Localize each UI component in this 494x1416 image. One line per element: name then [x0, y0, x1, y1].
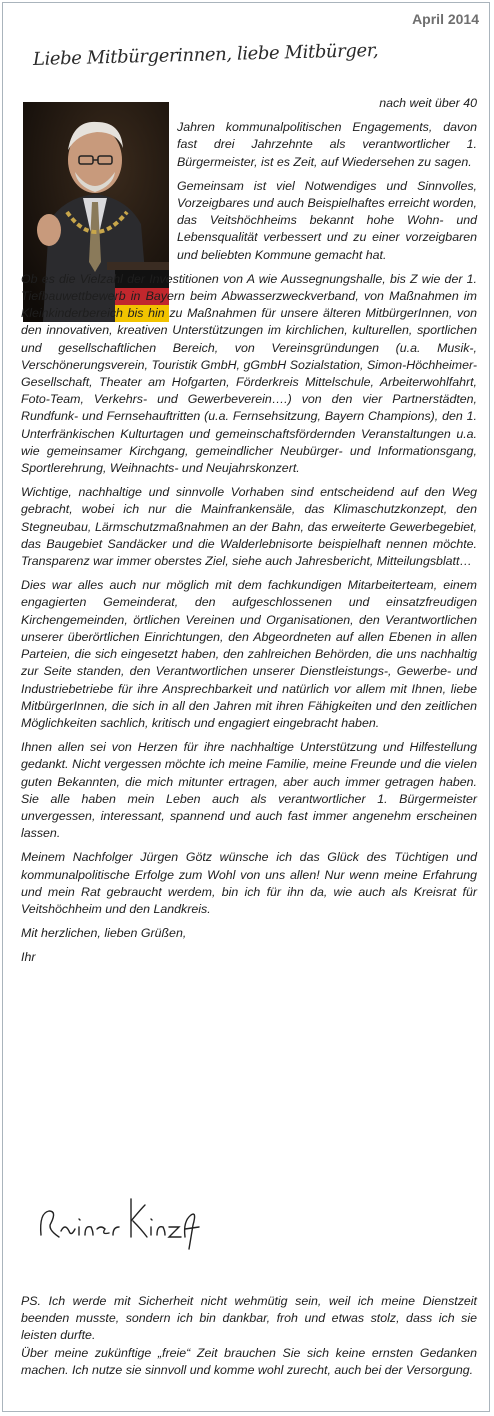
paragraph-6: Ihnen allen sei von Herzen für ihre nachhaltige Unterstützung und Hilfestellung gedankt. Nicht vergessen möchte ich meine Familie, meine Freunde und die vielen guten Bekannten, die mich mitunter ertragen, aber auch immer getragen haben. Sie alle haben mein Leben auch als verantwortlicher 1. Bürgermeister unvergessen, interessant, spannend und auch fast immer angenehm erscheinen lassen.: [21, 740, 477, 841]
closing-ihr: Ihr: [21, 950, 36, 965]
paragraph-2: Gemeinsam ist viel Notwendiges und Sinnvolles, Vorzeigbares und auch Beispielhaftes erreicht worden, das Veitshöchheims bekannt hohe Wohn- und Lebensqualität verbessert und zu einer vorzeigbaren und beliebten Kommune gemacht hat.: [177, 178, 477, 262]
postscript: [21, 1293, 477, 1379]
signature-scribble: [35, 1191, 205, 1251]
closing-line: Mit herzlichen, lieben Grüßen,: [21, 926, 187, 941]
paragraph-4: Wichtige, nachhaltige und sinnvolle Vorhaben sind entscheidend auf den Weg gebracht, wobei ich nur die Mainfrankensäle, das Klimaschutzkonzept, den Stegneubau, Lärmschutzmaßnahmen an der Bahn, das erweiterte Gewerbegebiet, das Baugebiet Sandäcker und die Walderlebnisorte beispielhaft nennen möchte. Transparenz war immer oberstes Ziel, siehe auch Jahresbericht, Mitteilungsblatt…: [21, 485, 477, 569]
ps-line-1: PS. Ich werde mit Sicherheit nicht wehmütig sein, weil ich meine Dienstzeit beenden musste, sondern ich bin dankbar, froh und etwas stolz, dass ich sie leisten durfte.: [21, 1294, 477, 1343]
intro-block: [177, 95, 477, 264]
paragraph-3: Ob es die Vielzahl der Investitionen von A wie Aussegnungshalle, bis Z wie der 1. Tiefbauwettbewerb in Bayern beim Abwasserzweckverband, von Maßnahmen im Kleinkinderbereich bis hin zu Maßnahmen für unsere älteren MitbürgerInnen, von den innovativen, kreativen Unterstützungen im kirchlichen, kulturellen, sportlichen und gesellschaftlichen Bereich, von Vereinsgründungen (u.a. Musik-, Verschönerungsverein, Touristik GmbH, gGmbH Sozialstation, Simon-Höchheimer-Gesellschaft, Theater am Hofgarten, Förderkreis Mittelschule, Arbeiterwohlfahrt, Foto-Team, Verkehrs- und Gewerbeverein….) von den vier Partnerstädten, Rundfunk- und Fernsehauftritten (u.a. Fernsehsitzung, Bayern Champions), den 1. Unterfränkischen Kulturtagen und gemeinschaftsfördernden Veranstaltungen u.a. wie gemeinsamer Kirchgang, gemeindlicher Neubürger- und Informationsgang, Sportlerehrung, Weihnachts- und Neujahrskonzert.: [21, 271, 477, 476]
intro-first-line: nach weit über 40: [379, 96, 477, 110]
signature: [35, 1191, 205, 1251]
intro-paragraph: Jahren kommunalpolitischen Engagements, davon fast drei Jahrzehnte als verantwortlicher 1. Bürgermeister, ist es Zeit, auf Wiedersehen zu sagen.: [177, 120, 477, 169]
letter-frame: [2, 2, 490, 1412]
handwritten-salutation: Liebe Mitbürgerinnen, liebe Mitbürger,: [32, 39, 379, 70]
paragraph-5: Dies war alles auch nur möglich mit dem fachkundigen Mitarbeiterteam, einem engagierten Gemeinderat, den aufgeschlossenen und einsatzfreudigen Kirchengemeinden, örtlichen Vereinen und Organisationen, den Verantwortlichen unserer überörtlichen Einrichtungen, den Abgeordneten auf allen Ebenen in allen Parteien, die sich eingesetzt haben, den zahlreichen Behörden, die uns nachhaltig zur Seite standen, den Verantwortlichen unserer Dienstleistungs-, Gewerbe- und Industriebetriebe für ihre Ansprechbarkeit und natürlich vor allem mit Ihnen, liebe MitbürgerInnen, die sich in all den Jahren mit ihren Fähigkeiten und den zeitlichen Möglichkeiten sachlich, kritisch und engagiert eingebracht haben.: [21, 578, 477, 730]
paragraph-7: Meinem Nachfolger Jürgen Götz wünsche ich das Glück des Tüchtigen und kommunalpolitische Erfolge zum Wohl von uns allen! Nur wenn meine Erfahrung und mein Rat gebraucht werdem, bin ich für ihn da, wie auch als Kreisrat für Veitshöchheim und den Landkreis.: [21, 850, 477, 916]
letter-body: [21, 92, 477, 974]
letter-date: April 2014: [412, 11, 479, 27]
ps-line-2: Über meine zukünftige „freie“ Zeit brauchen Sie sich keine ernsten Gedanken machen. Ich nutze sie sinnvoll und komme wohl zurecht, auch bei der Versorgung.: [21, 1345, 477, 1377]
signature-text: Rainer Kinzkofer: [35, 1191, 43, 1192]
